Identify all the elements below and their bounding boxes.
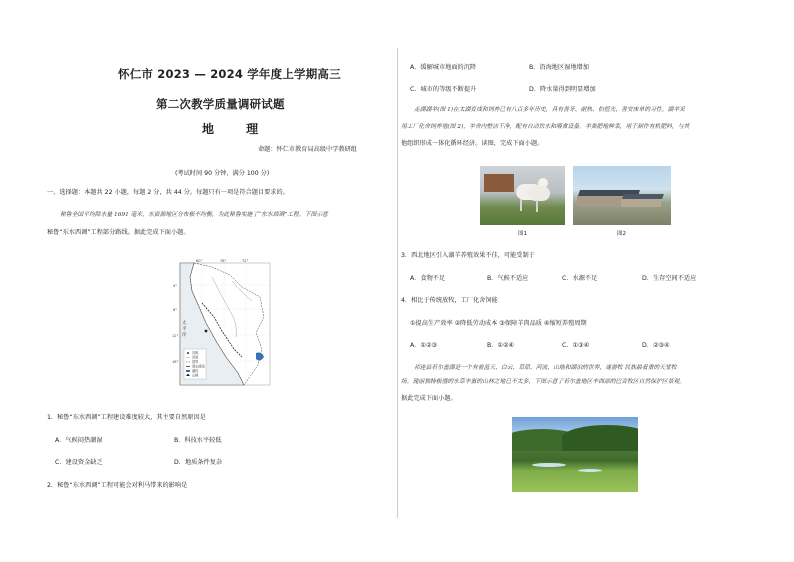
q4-option-b: B．①②④ [487, 342, 515, 349]
map-lon-76: 76° [220, 259, 227, 263]
legend-lake: 湖泊 [192, 369, 199, 373]
q1-option-c: C．建设资金缺乏 [55, 459, 103, 466]
map-lat-4: 4° [173, 284, 178, 288]
legend-border: 国界 [192, 360, 199, 364]
passage3-line1: 祁连县若尔盖湖是一个有着蓝天、白云、草原、河流、山地和湖泊的世界，遂游牧 民族最看重的天堂牧 [414, 365, 677, 371]
q2-option-b: B．沿海地区湿地增加 [529, 64, 589, 71]
legend-capital: 首都 [192, 351, 199, 355]
q3-option-a: A．食物不足 [410, 275, 446, 282]
legend-route: 调水路线 [192, 364, 205, 369]
passage3-line2: 场。瑰丽独特极盛的水草丰富的山林之地已不太多，下图示意了若尔盖地区丰西部的巴音牧区自然保护区景观。 [401, 379, 686, 385]
sheep-body-2 [528, 186, 550, 201]
stream-2 [578, 469, 602, 472]
exam-title-line2: 第二次教学质量调研试题 [156, 97, 285, 111]
figure1-lake-sheep-photo [480, 166, 565, 225]
map-lon-80: 80° [196, 259, 203, 263]
passage2-line3: 他组织形成一体化循环经济。读图，完成下面小题。 [401, 140, 544, 147]
q4-option-c: C．①③④ [562, 342, 590, 349]
barn-wall [484, 174, 514, 192]
question-2: 2．秘鲁“东水西调”工程可能会对利马带来的影响是 [47, 482, 188, 489]
q4-option-d: D．②③④ [642, 342, 670, 349]
exam-info: (考试时间 90 分钟，满分 100 分) [175, 170, 270, 177]
question-3: 3．西北地区引入湖羊养殖效果不佳，可能受制于 [401, 252, 535, 259]
column-divider [397, 48, 398, 518]
q2-option-c: C．城市的等级不断提升 [410, 86, 477, 93]
mountain-right [562, 425, 638, 451]
question-1: 1．秘鲁“东水西调”工程建设难度较大，其主要自然原因是 [47, 414, 206, 421]
subject-title: 地 理 [202, 122, 273, 136]
sheep-leg-2 [536, 200, 538, 212]
q2-option-d: D．降水量得到明显增加 [529, 86, 596, 93]
q2-option-a: A．缓解城市地面的沉降 [410, 64, 477, 71]
figure2-sheep-shed-photo [573, 166, 671, 225]
map-ocean-label: 太平洋 [182, 321, 187, 338]
stream [532, 463, 566, 467]
legend-river: 河流 [192, 355, 199, 360]
peru-water-diversion-map [172, 257, 274, 387]
passage1-line2: 秘鲁“东水西调”工程部分路线。据此完成下面小题。 [47, 229, 190, 236]
landscape-grassland-photo [512, 417, 638, 492]
q1-option-a: A．气候闷热潮湿 [55, 437, 103, 444]
passage2-line2: 用工厂化舍饲养殖(图 2)，羊舍内整洁干净，配有自动饮水和喂食设备。羊粪肥地种菜，用于制作有机肥料，与其 [401, 124, 690, 130]
q1-option-b: B．科技水平较低 [174, 437, 222, 444]
map-lon-72: 72° [242, 259, 249, 263]
figure2-caption: 图2 [617, 231, 626, 237]
legend-peak: 山峰 [192, 373, 199, 378]
figure1-caption: 图1 [518, 231, 527, 237]
q1-option-d: D．地质条件复杂 [174, 459, 223, 466]
q4-option-a: A．①②③ [410, 342, 438, 349]
map-lat-8: 8° [173, 308, 178, 312]
passage3-line3: 据此完成下面小题。 [401, 395, 457, 402]
author-line: 命题：怀仁市教育局高级中学教研组 [258, 146, 357, 153]
sheep-leg [520, 199, 522, 211]
shed-wall-2 [621, 199, 661, 207]
q3-option-c: C．水源不足 [562, 275, 598, 282]
map-lat-12: 12° [172, 334, 179, 338]
q3-option-d: D．生存空间不适应 [642, 275, 697, 282]
exam-title-line1: 怀仁市 2023 — 2024 学年度上学期高三 [118, 67, 341, 81]
passage2-line1: 走湖湖羊(图 1)在太湖育成和饲养已有八百多年历史，具有善牙、耐热、怕恒光、善安床单的习性。湖羊采 [414, 107, 685, 113]
section-heading: 一、选择题：本题共 22 小题，每题 2 分，共 44 分。每题只有一项是符合题目要求的。 [47, 189, 289, 196]
q4-statements: ①提高生产效率 ②降低劳动成本 ③保障羊肉品质 ④缩短养殖周期 [410, 320, 587, 327]
passage1-line1: 秘鲁全国平均降水量 1691 毫米，水资源地区分布极不均衡，为此秘鲁实施了“东水西调”工程。下图示意 [60, 212, 328, 218]
q3-option-b: B．气候不适应 [487, 275, 529, 282]
question-4: 4．相比于传统放牧，工厂化舍饲能 [401, 297, 498, 304]
map-lat-16: 16° [172, 360, 179, 364]
